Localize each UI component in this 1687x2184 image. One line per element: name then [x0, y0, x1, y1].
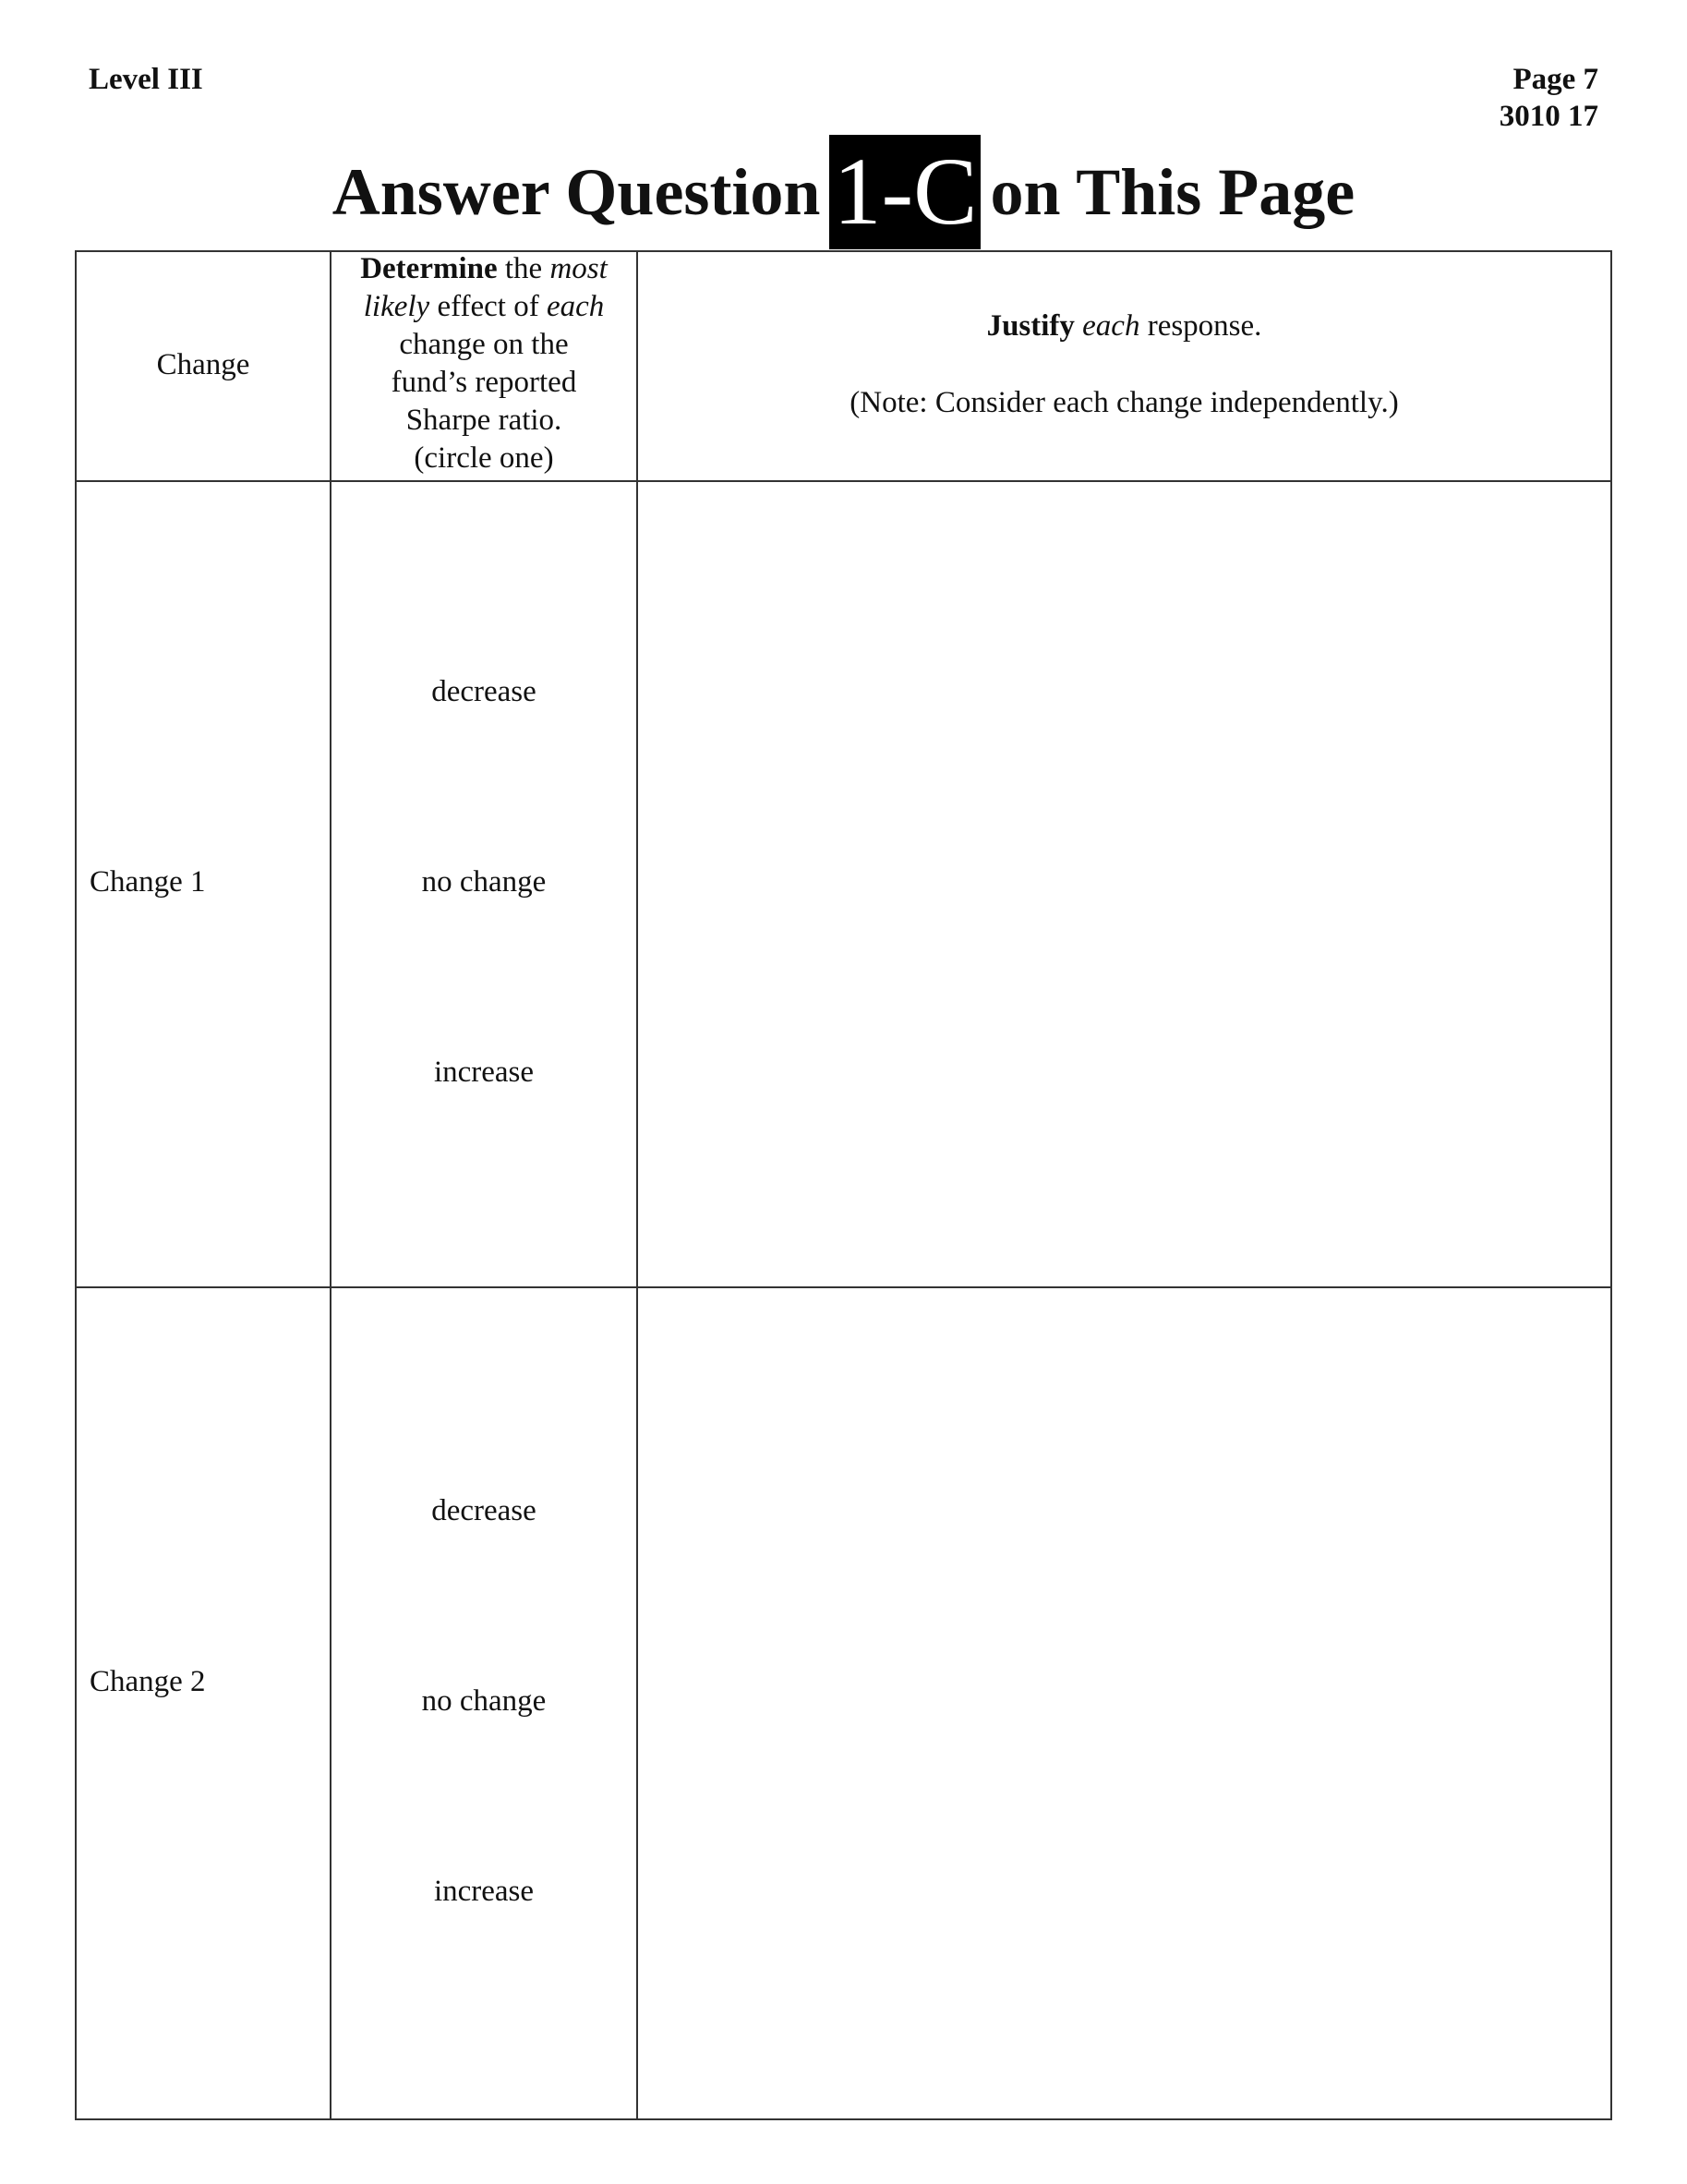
- header-justify-rest: response.: [1147, 309, 1262, 343]
- header-effect-most: most: [549, 252, 608, 285]
- page-info: [1500, 61, 1598, 135]
- header-effect: [331, 250, 636, 477]
- column-divider: [330, 250, 331, 2120]
- header-justify-each: each: [1082, 309, 1140, 343]
- title-prefix: Answer Question: [331, 155, 821, 229]
- table-border-top: [75, 250, 1612, 252]
- header-justify: [638, 308, 1610, 422]
- exam-level: Level III: [89, 63, 203, 96]
- header-effect-line5: Sharpe ratio.: [405, 404, 562, 437]
- option-decrease[interactable]: decrease: [431, 1494, 536, 1527]
- header-change: Change: [156, 348, 250, 381]
- table-border-right: [1610, 250, 1612, 2120]
- justification-area-change-1[interactable]: [638, 482, 1610, 1286]
- header-justify-note: (Note: Consider each change independently.): [850, 386, 1399, 419]
- option-increase[interactable]: increase: [433, 1056, 535, 1089]
- option-no-change[interactable]: no change: [421, 865, 547, 899]
- header-effect-effect-of: effect of: [437, 290, 539, 323]
- header-effect-line6: (circle one): [414, 441, 554, 475]
- answer-table: [75, 250, 1612, 2120]
- option-no-change[interactable]: no change: [421, 1684, 547, 1718]
- header-justify-bold: Justify: [986, 309, 1075, 343]
- option-increase[interactable]: increase: [433, 1875, 535, 1908]
- question-id-badge: 1-C: [829, 135, 981, 249]
- page-number: Page 7: [1512, 63, 1598, 96]
- title-suffix: on This Page: [990, 155, 1356, 229]
- header-effect-determine: Determine: [360, 252, 498, 285]
- header-effect-each: each: [546, 290, 605, 323]
- header-effect-the: the: [504, 252, 543, 285]
- header-effect-line3: change on the: [399, 328, 569, 361]
- page-title: [0, 135, 1687, 249]
- row-label-change-2: Change 2: [90, 1665, 206, 1698]
- table-border-bottom: [75, 2118, 1612, 2120]
- header-effect-likely: likely: [363, 290, 430, 323]
- justification-area-change-2[interactable]: [638, 1288, 1610, 2118]
- option-decrease[interactable]: decrease: [431, 675, 536, 708]
- row-label-change-1: Change 1: [90, 865, 206, 899]
- table-border-left: [75, 250, 77, 2120]
- exam-code: 3010 17: [1499, 100, 1598, 133]
- header-effect-line4: fund’s reported: [391, 366, 577, 399]
